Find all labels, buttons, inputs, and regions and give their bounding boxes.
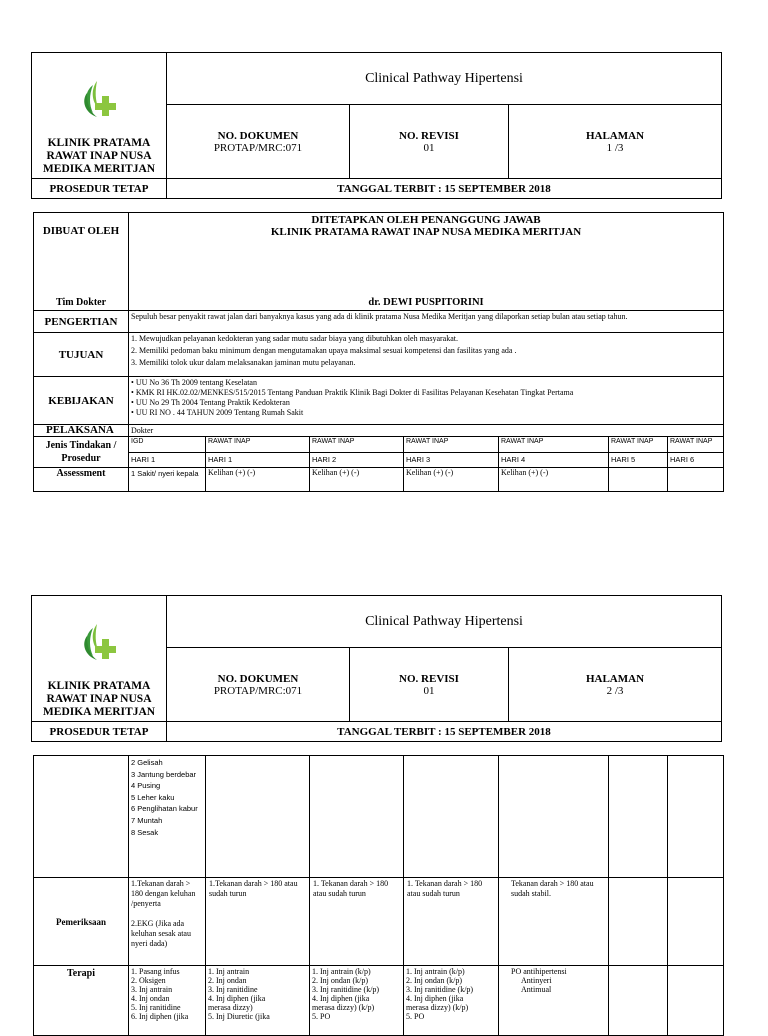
- tanggal-terbit: TANGGAL TERBIT : 15 SEPTEMBER 2018: [167, 722, 722, 742]
- col-header-igd: IGD: [129, 437, 206, 453]
- document-title: Clinical Pathway Hipertensi: [167, 596, 722, 648]
- symptom-item: 2 Gelisah: [131, 758, 163, 767]
- terapi-item: 2. Inj ondan (k/p): [312, 976, 368, 985]
- hari-cell: HARI 1: [129, 453, 206, 468]
- document-header-1: [31, 52, 722, 199]
- hari-cell: HARI 1: [206, 453, 310, 468]
- ditetapkan-line2: KLINIK PRATAMA RAWAT INAP NUSA MEDIKA MERITJAN: [270, 226, 582, 238]
- assessment-empty-cell: [609, 468, 668, 492]
- prosedur-tetap-label: PROSEDUR TETAP: [32, 179, 167, 199]
- pemeriksaan-cell: 1.Tekanan darah > 180 atau sudah turun: [206, 878, 310, 966]
- empty-cell: [499, 756, 609, 878]
- halaman-label: HALAMAN: [585, 672, 645, 685]
- kebijakan-item: • UU No 29 Th 2004 Tentang Praktik Kedokteran: [131, 398, 290, 407]
- terapi-hari2: [310, 966, 404, 1036]
- empty-cell: [609, 756, 668, 878]
- tujuan-list: [129, 333, 724, 377]
- clinic-logo: [77, 622, 121, 666]
- terapi-label: Terapi: [34, 966, 129, 1036]
- terapi-item: merasa dizzy) (k/p): [312, 1003, 375, 1012]
- symptom-list: [129, 756, 206, 878]
- procedure-table-page2: [33, 755, 724, 1036]
- tujuan-label: TUJUAN: [34, 333, 129, 377]
- terapi-item: 3. Inj ranitidine: [208, 985, 258, 994]
- terapi-igd: [129, 966, 206, 1036]
- assessment-cell: Kelihan (+) (-): [499, 468, 609, 492]
- no-revisi-label: NO. REVISI: [399, 129, 459, 142]
- org-name: KLINIK PRATAMA RAWAT INAP NUSA MEDIKA MERITJAN: [42, 137, 156, 175]
- halaman-value: 1 /3: [606, 141, 624, 154]
- assessment-empty-cell: [668, 468, 724, 492]
- terapi-item: 1. Inj antrain (k/p): [406, 967, 465, 976]
- hari-cell: HARI 2: [310, 453, 404, 468]
- terapi-item: 6. Inj diphen (jika: [131, 1012, 189, 1021]
- terapi-hari3: [404, 966, 499, 1036]
- terapi-hari1: [206, 966, 310, 1036]
- terapi-item: 3. Inj ranitidine (k/p): [312, 985, 380, 994]
- terapi-item: 2. Inj ondan (k/p): [406, 976, 462, 985]
- pemeriksaan-label: Pemeriksaan: [34, 878, 129, 966]
- pemeriksaan-igd-item: 1.Tekanan darah > 180 dengan keluhan /penyerta: [131, 879, 196, 908]
- no-revisi-cell: [350, 648, 509, 722]
- empty-cell: [609, 878, 668, 966]
- pemeriksaan-cell: Tekanan darah > 180 atau sudah stabil.: [499, 878, 609, 966]
- symptom-item: 8 Sesak: [131, 827, 159, 837]
- jenis-tindakan-label: Jenis Tindakan / Prosedur: [34, 437, 129, 468]
- pengertian-text: Sepuluh besar penyakit rawat jalan dari banyaknya kasus yang ada di klinik pratama Nusa Medika Meritjan yang dilaporkan setiap bulan atau setiap tahun.: [129, 311, 724, 333]
- no-revisi-value: 01: [423, 684, 435, 697]
- document-header-2: [31, 595, 722, 742]
- pelaksana-label: PELAKSANA: [34, 425, 129, 437]
- tim-dokter: Tim Dokter: [55, 297, 107, 308]
- terapi-item: 5. PO: [312, 1012, 331, 1021]
- hari-cell: HARI 3: [404, 453, 499, 468]
- no-dokumen-cell: [167, 105, 350, 179]
- ditetapkan-cell: [129, 213, 724, 311]
- no-dokumen-value: PROTAP/MRC:071: [213, 684, 303, 697]
- pemeriksaan-cell: 1. Tekanan darah > 180 atau sudah turun: [310, 878, 404, 966]
- hari-cell: HARI 5: [609, 453, 668, 468]
- org-cell: [32, 53, 167, 179]
- empty-cell: [310, 756, 404, 878]
- clinic-logo: [77, 79, 121, 123]
- terapi-item: 4. Inj ondan: [131, 994, 170, 1003]
- terapi-item: merasa dizzy) (k/p): [406, 1003, 469, 1012]
- assessment-igd: 1 Sakit/ nyeri kepala: [129, 468, 206, 492]
- terapi-item: 4. Inj diphen (jika: [406, 994, 464, 1003]
- tujuan-item: 1. Mewujudkan pelayanan kedokteran yang sadar mutu sadar biaya yang dibutuhkan oleh masyarakat.: [131, 334, 459, 343]
- terapi-item: 4. Inj diphen (jika: [208, 994, 266, 1003]
- col-header-rawat-inap: RAWAT INAP: [206, 437, 310, 453]
- kebijakan-list: [129, 377, 724, 425]
- assessment-label: Assessment: [34, 468, 129, 492]
- pemeriksaan-igd: [129, 878, 206, 966]
- terapi-item: 2. Oksigen: [131, 976, 166, 985]
- pemeriksaan-igd-item: 2.EKG (Jika ada keluhan sesak atau nyeri dada): [131, 919, 191, 948]
- terapi-item: 1. Pasang infus: [131, 967, 180, 976]
- symptom-item: 3 Jantung berdebar: [131, 769, 197, 779]
- clinic-logo-icon: [77, 622, 121, 666]
- no-dokumen-label: NO. DOKUMEN: [217, 672, 299, 685]
- col-header-rawat-inap: RAWAT INAP: [668, 437, 724, 453]
- empty-cell: [668, 878, 724, 966]
- org-cell: [32, 596, 167, 722]
- procedure-table-page1: [33, 212, 724, 492]
- empty-cell: [668, 966, 724, 1036]
- tujuan-item: 2. Memiliki pedoman baku minimum dengan mengutamakan upaya maksimal sesuai kompetensi dan fasilitas yang ada .: [131, 346, 517, 355]
- org-name: KLINIK PRATAMA RAWAT INAP NUSA MEDIKA MERITJAN: [42, 680, 156, 718]
- terapi-item: 5. Inj Diuretic (jika: [208, 1012, 270, 1021]
- terapi-hari4: [499, 966, 609, 1036]
- halaman-label: HALAMAN: [585, 129, 645, 142]
- clinic-logo-icon: [77, 79, 121, 123]
- no-dokumen-value: PROTAP/MRC:071: [213, 141, 303, 154]
- terapi-item: 5. PO: [406, 1012, 425, 1021]
- kebijakan-item: • KMK RI HK.02.02/MENKES/515/2015 Tentang Panduan Praktik Klinik Bagi Dokter di Fasilitas Pelayanan Kesehatan Tingkat Pertama: [131, 388, 574, 397]
- terapi-item: Antinyeri: [521, 976, 552, 985]
- assessment-cell: Kelihan (+) (-): [404, 468, 499, 492]
- empty-cell: [404, 756, 499, 878]
- ditetapkan-line1: DITETAPKAN OLEH PENANGGUNG JAWAB: [311, 214, 541, 226]
- symptom-item: 6 Penglihatan kabur: [131, 804, 198, 814]
- halaman-value: 2 /3: [606, 684, 624, 697]
- dibuat-oleh-label: DIBUAT OLEH: [42, 225, 120, 237]
- no-revisi-label: NO. REVISI: [399, 672, 459, 685]
- halaman-cell: [509, 648, 722, 722]
- no-dokumen-cell: [167, 648, 350, 722]
- terapi-item: 5. Inj ranitidine: [131, 1003, 181, 1012]
- pengertian-label: PENGERTIAN: [34, 311, 129, 333]
- empty-cell: [206, 756, 310, 878]
- terapi-item: 1. Inj antrain: [208, 967, 250, 976]
- pemeriksaan-cell: 1. Tekanan darah > 180 atau sudah turun: [404, 878, 499, 966]
- col-header-rawat-inap: RAWAT INAP: [310, 437, 404, 453]
- kebijakan-item: • UU RI NO . 44 TAHUN 2009 Tentang Rumah Sakit: [131, 408, 304, 417]
- document-title: Clinical Pathway Hipertensi: [167, 53, 722, 105]
- prosedur-tetap-label: PROSEDUR TETAP: [32, 722, 167, 742]
- symptom-item: 5 Leher kaku: [131, 792, 175, 802]
- kebijakan-item: • UU No 36 Th 2009 tentang Keselatan: [131, 378, 257, 387]
- symptom-label-cell: [34, 756, 129, 878]
- empty-cell: [668, 756, 724, 878]
- terapi-item: 2. Inj ondan: [208, 976, 247, 985]
- col-header-rawat-inap: RAWAT INAP: [609, 437, 668, 453]
- terapi-item: merasa dizzy): [208, 1003, 253, 1012]
- tanggal-terbit: TANGGAL TERBIT : 15 SEPTEMBER 2018: [167, 179, 722, 199]
- dibuat-oleh-cell: [34, 213, 129, 311]
- kebijakan-label: KEBIJAKAN: [34, 377, 129, 425]
- terapi-item: PO antihipertensi: [511, 967, 567, 976]
- no-revisi-cell: [350, 105, 509, 179]
- tujuan-item: 3. Memiliki tolok ukur dalam melaksanakan jaminan mutu pelayanan.: [131, 358, 356, 367]
- empty-cell: [609, 966, 668, 1036]
- no-revisi-value: 01: [423, 141, 435, 154]
- terapi-item: Antimual: [521, 985, 552, 994]
- assessment-cell: Kelihan (+) (-): [206, 468, 310, 492]
- symptom-item: 4 Pusing: [131, 781, 161, 791]
- terapi-item: 1. Inj antrain (k/p): [312, 967, 371, 976]
- terapi-item: 3. Inj ranitidine (k/p): [406, 985, 474, 994]
- hari-cell: HARI 6: [668, 453, 724, 468]
- terapi-item: 4. Inj diphen (jika: [312, 994, 370, 1003]
- col-header-rawat-inap: RAWAT INAP: [404, 437, 499, 453]
- terapi-item: 3. Inj antrain: [131, 985, 173, 994]
- pelaksana-value: Dokter: [129, 425, 724, 437]
- symptom-item: 7 Muntah: [131, 815, 163, 825]
- hari-cell: HARI 4: [499, 453, 609, 468]
- dokter-name: dr. DEWI PUSPITORINI: [368, 297, 484, 308]
- halaman-cell: [509, 105, 722, 179]
- col-header-rawat-inap: RAWAT INAP: [499, 437, 609, 453]
- no-dokumen-label: NO. DOKUMEN: [217, 129, 299, 142]
- assessment-cell: Kelihan (+) (-): [310, 468, 404, 492]
